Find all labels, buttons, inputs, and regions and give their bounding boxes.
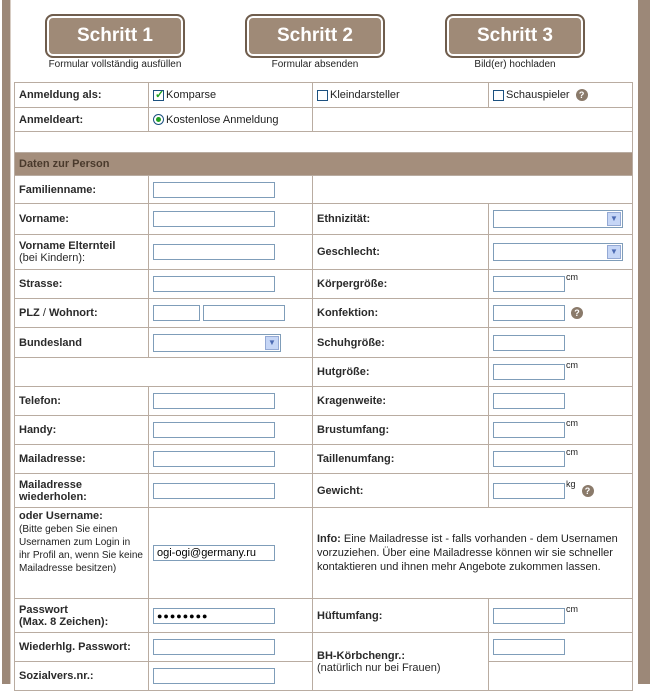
- passwort-cell: [149, 599, 313, 633]
- mail-repeat-line1: Mailadresse: [19, 478, 82, 491]
- vorname-input[interactable]: [153, 211, 275, 227]
- help-icon[interactable]: ?: [571, 307, 583, 319]
- step-3: [445, 14, 585, 70]
- bundesland-cell: [149, 328, 313, 358]
- bh-sub: (natürlich nur bei Frauen): [317, 661, 441, 674]
- info-text: Eine Mailadresse ist - falls vorhanden - dem Usernamen vorzuziehen. Über eine Mailadresse können wir sie schneller kontaktieren und ihnen mehr Angebote zukommen lassen.: [317, 533, 618, 573]
- handy-input[interactable]: [153, 422, 275, 438]
- strasse-label: Strasse:: [15, 270, 149, 299]
- option-komparse[interactable]: [149, 83, 313, 108]
- brustumfang-input[interactable]: [493, 422, 565, 438]
- vorname-cell: [149, 204, 313, 235]
- hueftumfang-label: Hüftumfang:: [313, 599, 489, 633]
- konfektion-label: Konfektion:: [313, 299, 489, 328]
- gewicht-input[interactable]: [493, 483, 565, 499]
- hueftumfang-cell: [489, 599, 633, 633]
- row-username: [15, 508, 633, 599]
- mail-label: Mailadresse:: [15, 445, 149, 474]
- empty-cell: [313, 108, 633, 132]
- step-2-caption: Formular absenden: [271, 59, 359, 70]
- koerpergroesse-cell: [489, 270, 633, 299]
- gewicht-label: Gewicht:: [313, 474, 489, 508]
- row-strasse: [15, 270, 633, 299]
- option-schauspieler[interactable]: [489, 83, 633, 108]
- wohnort-input[interactable]: [203, 305, 285, 321]
- mail-repeat-line2: wiederholen:: [19, 490, 87, 503]
- section-header-row: [15, 153, 633, 176]
- username-label: [15, 508, 149, 599]
- kragenweite-input[interactable]: [493, 393, 565, 409]
- brustumfang-label: Brustumfang:: [313, 416, 489, 445]
- check-icon: ✓: [155, 88, 165, 101]
- row-anmeldeart: [15, 108, 633, 132]
- brustumfang-cell: [489, 416, 633, 445]
- hutgroesse-label: Hutgröße:: [313, 358, 489, 387]
- komparse-label: Komparse: [166, 89, 217, 101]
- radio-selected-icon: [156, 117, 161, 122]
- bh-input[interactable]: [493, 639, 565, 655]
- step-3-badge: Schritt 3: [445, 14, 585, 58]
- konfektion-cell: [489, 299, 633, 328]
- familienname-cell: [149, 176, 313, 204]
- ethnizitaet-cell: [489, 204, 633, 235]
- section-title: Daten zur Person: [15, 153, 633, 176]
- empty-cell: [489, 662, 633, 691]
- strasse-input[interactable]: [153, 276, 275, 292]
- geschlecht-label: Geschlecht:: [313, 235, 489, 270]
- hutgroesse-input[interactable]: [493, 364, 565, 380]
- option-kleindarsteller[interactable]: [313, 83, 489, 108]
- empty-cell: [15, 358, 313, 387]
- bh-label: [313, 633, 489, 691]
- username-input[interactable]: ogi-ogi@germany.ru: [153, 545, 275, 561]
- left-border-inner: [10, 0, 11, 684]
- step-1-badge: Schritt 1: [45, 14, 185, 58]
- geschlecht-select[interactable]: [493, 243, 623, 261]
- step-2: [245, 14, 385, 70]
- passwort-line1: Passwort: [19, 603, 68, 616]
- username-cell: [149, 508, 313, 599]
- plz-text: PLZ: [19, 307, 40, 319]
- geschlecht-cell: [489, 235, 633, 270]
- bh-cell: [489, 633, 633, 662]
- schuhgroesse-label: Schuhgröße:: [313, 328, 489, 358]
- step-1: [45, 14, 185, 70]
- passwort-repeat-input[interactable]: [153, 639, 275, 655]
- chevron-down-icon: ▼: [607, 212, 621, 226]
- cm-unit: cm: [566, 418, 578, 428]
- familienname-input[interactable]: [153, 182, 275, 198]
- row-vorname: [15, 204, 633, 235]
- sozial-cell: [149, 662, 313, 691]
- passwort-repeat-cell: [149, 633, 313, 662]
- cm-unit: cm: [566, 603, 578, 614]
- telefon-cell: [149, 387, 313, 416]
- sozial-input[interactable]: [153, 668, 275, 684]
- info-box: [313, 508, 633, 599]
- kleindarsteller-checkbox[interactable]: [317, 90, 328, 101]
- sozial-label: Sozialvers.nr.:: [15, 662, 149, 691]
- cm-unit: cm: [566, 360, 578, 370]
- chevron-down-icon: ▼: [265, 336, 279, 350]
- schuhgroesse-cell: [489, 328, 633, 358]
- row-passwort-repeat: [15, 633, 633, 662]
- plz-cell: [149, 299, 313, 328]
- kostenlos-label: Kostenlose Anmeldung: [166, 113, 279, 126]
- vorname-eltern-sub: (bei Kindern):: [19, 252, 86, 264]
- handy-cell: [149, 416, 313, 445]
- row-hutgroesse: [15, 358, 633, 387]
- vorname-eltern-main: Vorname Elternteil: [19, 240, 116, 252]
- cm-unit: cm: [566, 272, 578, 282]
- help-icon[interactable]: ?: [576, 89, 588, 101]
- row-vorname-eltern: [15, 235, 633, 270]
- anmeldeart-label: Anmeldeart:: [15, 108, 149, 132]
- passwort-line2: (Max. 8 Zeichen):: [19, 615, 109, 628]
- telefon-label: Telefon:: [15, 387, 149, 416]
- familienname-label: Familienname:: [15, 176, 149, 204]
- passwort-input[interactable]: ●●●●●●●●: [153, 608, 275, 624]
- plz-separator: /: [42, 307, 46, 319]
- telefon-input[interactable]: [153, 393, 275, 409]
- gewicht-cell: [489, 474, 633, 508]
- koerpergroesse-label: Körpergröße:: [313, 270, 489, 299]
- mail-repeat-input[interactable]: [153, 483, 275, 499]
- schauspieler-label: Schauspieler: [506, 88, 570, 101]
- mail-repeat-label: [15, 474, 149, 508]
- bh-title: BH-Körbchengr.:: [317, 649, 405, 662]
- spacer-cell: [15, 132, 633, 153]
- strasse-cell: [149, 270, 313, 299]
- kragenweite-cell: [489, 387, 633, 416]
- passwort-repeat-label: Wiederhlg. Passwort:: [15, 633, 149, 662]
- step-1-caption: Formular vollständig ausfüllen: [48, 59, 182, 70]
- right-border: [638, 0, 650, 684]
- kleindarsteller-label: Kleindarsteller: [330, 89, 400, 101]
- komparse-checkbox[interactable]: [153, 90, 164, 101]
- row-plz: [15, 299, 633, 328]
- row-familienname: [15, 176, 633, 204]
- username-title: oder Username:: [19, 510, 103, 522]
- row-mail-repeat: [15, 474, 633, 508]
- taillenumfang-input[interactable]: [493, 451, 565, 467]
- row-bundesland: [15, 328, 633, 358]
- mail-repeat-cell: [149, 474, 313, 508]
- step-2-badge: Schritt 2: [245, 14, 385, 58]
- vorname-label: Vorname:: [15, 204, 149, 235]
- row-handy: [15, 416, 633, 445]
- koerpergroesse-input[interactable]: [493, 276, 565, 292]
- left-border: [2, 0, 10, 684]
- hutgroesse-cell: [489, 358, 633, 387]
- wohnort-text: Wohnort:: [48, 307, 98, 319]
- taillenumfang-cell: [489, 445, 633, 474]
- plz-input[interactable]: [153, 305, 200, 321]
- vorname-eltern-cell: [149, 235, 313, 270]
- anmeldung-label: Anmeldung als:: [15, 83, 149, 108]
- row-telefon: [15, 387, 633, 416]
- step-3-caption: Bild(er) hochladen: [474, 59, 556, 70]
- chevron-down-icon: ▼: [607, 245, 621, 259]
- passwort-label: [15, 599, 149, 633]
- username-help: (Bitte geben Sie einen Usernamen zum Login in ihr Profil an, wenn Sie keine Mailadresse besitzen): [19, 524, 143, 574]
- kostenlos-radio[interactable]: [153, 114, 164, 125]
- registration-form-table: [14, 82, 633, 691]
- kragenweite-label: Kragenweite:: [313, 387, 489, 416]
- spacer-row: [15, 132, 633, 153]
- mail-cell: [149, 445, 313, 474]
- empty-cell: [313, 176, 633, 204]
- row-anmeldung: [15, 83, 633, 108]
- kg-unit: kg: [566, 478, 576, 489]
- schauspieler-checkbox[interactable]: [493, 90, 504, 101]
- info-label: Info:: [317, 533, 341, 545]
- vorname-eltern-label: [15, 235, 149, 270]
- schuhgroesse-input[interactable]: [493, 335, 565, 351]
- cm-unit: cm: [566, 447, 578, 457]
- hueftumfang-input[interactable]: [493, 608, 565, 624]
- ethnizitaet-label: Ethnizität:: [313, 204, 489, 235]
- vorname-eltern-input[interactable]: [153, 244, 275, 260]
- bundesland-label: Bundesland: [15, 328, 149, 358]
- bundesland-select[interactable]: [153, 334, 281, 352]
- handy-label: Handy:: [15, 416, 149, 445]
- row-mail: [15, 445, 633, 474]
- taillenumfang-label: Taillenumfang:: [313, 445, 489, 474]
- konfektion-input[interactable]: [493, 305, 565, 321]
- help-icon[interactable]: ?: [582, 485, 594, 497]
- plz-label: [15, 299, 149, 328]
- ethnizitaet-select[interactable]: [493, 210, 623, 228]
- option-kostenlos[interactable]: [149, 108, 313, 132]
- row-passwort: [15, 599, 633, 633]
- mail-input[interactable]: [153, 451, 275, 467]
